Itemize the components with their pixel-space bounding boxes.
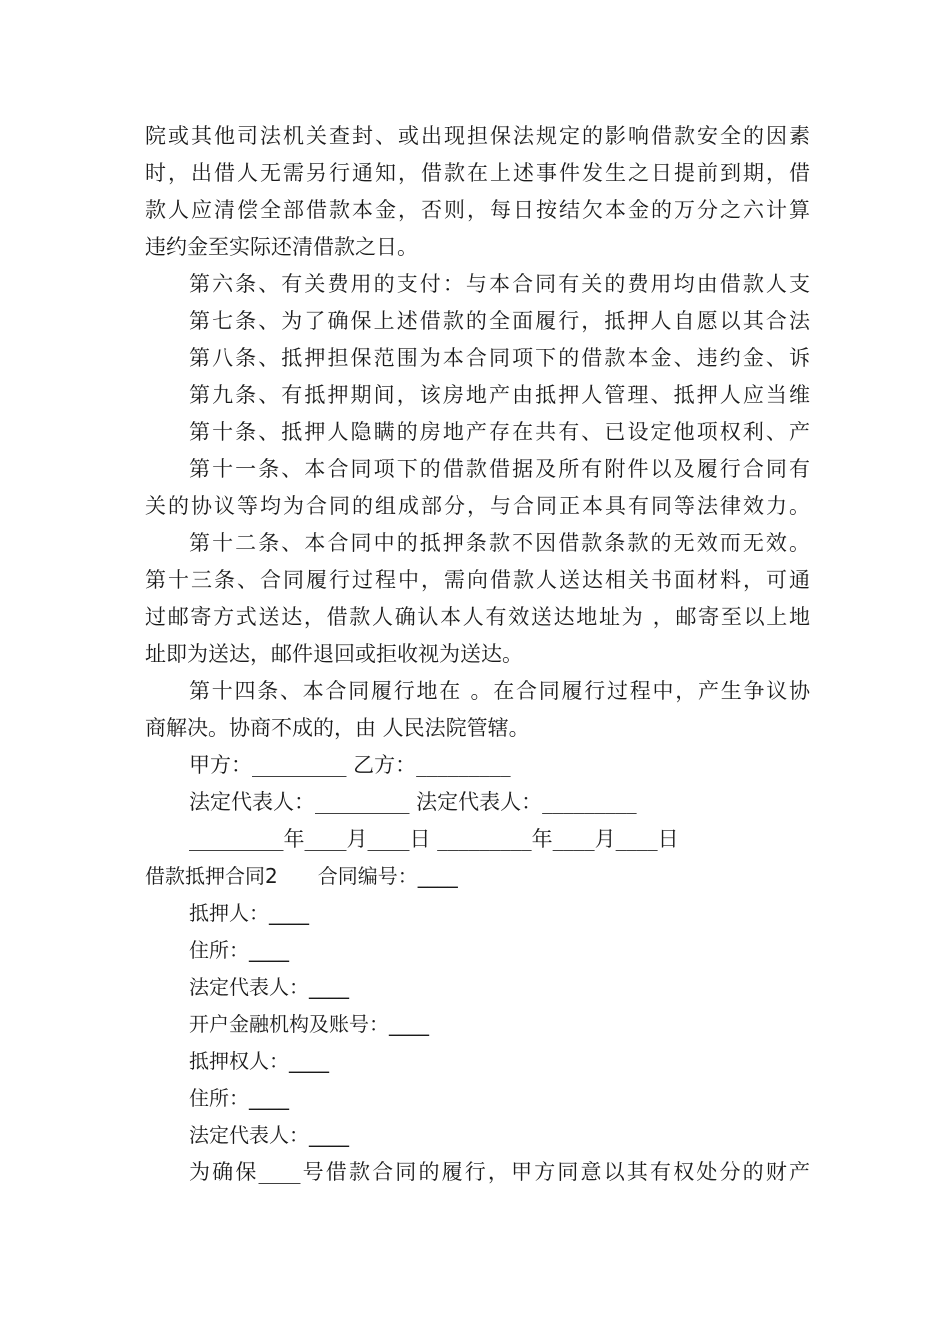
clause-9: 第九条、有抵押期间，该房地产由抵押人管理、抵押人应当维	[189, 383, 810, 407]
clause-10: 第十条、抵押人隐瞒的房地产存在共有、已设定他项权利、产	[189, 420, 810, 444]
clause-13: 第十三条、合同履行过程中，需向借款人送达相关书面材料，可通	[145, 568, 810, 592]
clause-14: 第十四条、本合同履行地在 。在合同履行过程中，产生争议协	[189, 679, 810, 703]
contract-title: 借款抵押合同2	[145, 864, 278, 888]
contract-number: 合同编号：____	[317, 864, 458, 888]
text-line: 款人应清偿全部借款本金，否则，每日按结欠本金的万分之六计算	[145, 198, 810, 222]
text-line: 址即为送达，邮件退回或拒收视为送达。	[145, 642, 523, 666]
field-address: 住所：____	[189, 938, 289, 962]
date-line: _________年____月____日 _________年____月____日	[189, 827, 679, 851]
party-line: 甲方：_________ 乙方：_________	[189, 753, 511, 777]
text-line: 为确保____号借款合同的履行，甲方同意以其有权处分的财产	[189, 1160, 810, 1184]
text-line: 时，出借人无需另行通知，借款在上述事件发生之日提前到期，借	[145, 161, 810, 185]
field-mortgagee: 抵押权人：____	[189, 1049, 329, 1073]
contract-heading	[145, 858, 810, 895]
clause-7: 第七条、为了确保上述借款的全面履行，抵押人自愿以其合法	[189, 309, 810, 333]
field-mortgagor: 抵押人：____	[189, 901, 309, 925]
text-line: 过邮寄方式送达，借款人确认本人有效送达地址为 ，邮寄至以上地	[145, 605, 810, 629]
text-line: 商解决。协商不成的，由 人民法院管辖。	[145, 716, 530, 740]
field-bank-account: 开户金融机构及账号：____	[189, 1012, 429, 1036]
field-representative: 法定代表人：____	[189, 1123, 349, 1147]
text-line: 关的协议等均为合同的组成部分，与合同正本具有同等法律效力。	[145, 494, 810, 518]
representative-line: 法定代表人：_________ 法定代表人：_________	[189, 790, 637, 814]
clause-6: 第六条、有关费用的支付：与本合同有关的费用均由借款人支	[189, 272, 810, 296]
text-line: 违约金至实际还清借款之日。	[145, 235, 418, 259]
clause-12: 第十二条、本合同中的抵押条款不因借款条款的无效而无效。	[189, 531, 810, 555]
clause-8: 第八条、抵押担保范围为本合同项下的借款本金、违约金、诉	[189, 346, 810, 370]
field-representative: 法定代表人：____	[189, 975, 349, 999]
text-line: 院或其他司法机关查封、或出现担保法规定的影响借款安全的因素	[145, 124, 810, 148]
clause-11: 第十一条、本合同项下的借款借据及所有附件以及履行合同有	[189, 457, 810, 481]
field-address: 住所：____	[189, 1086, 289, 1110]
